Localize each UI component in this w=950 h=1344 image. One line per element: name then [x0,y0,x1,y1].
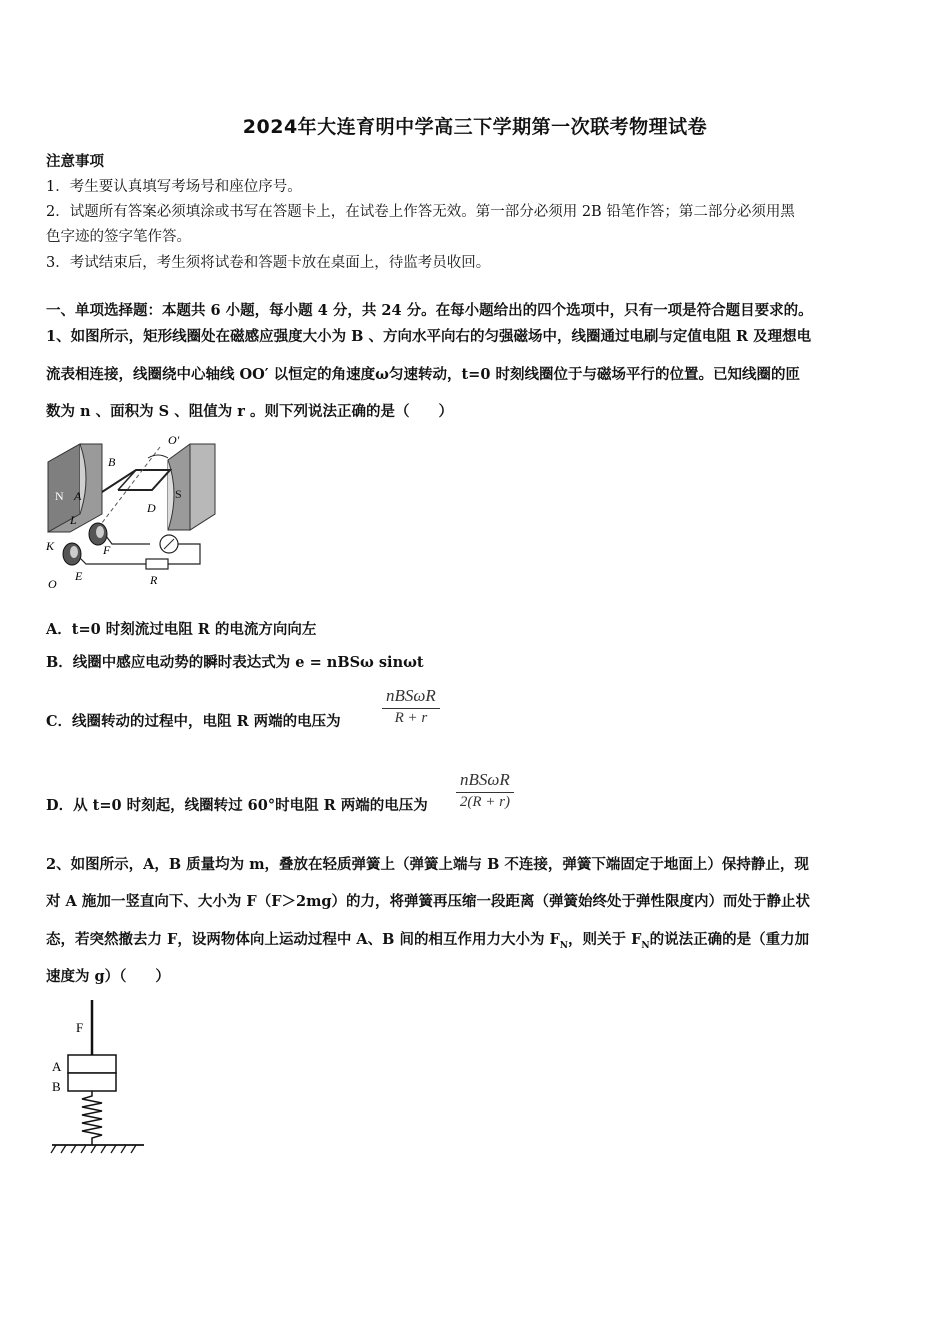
notice-heading: 注意事项 [46,153,104,170]
q1-label-o: O [48,577,57,591]
q1-label-a: A [74,489,82,503]
q2-stem-line-3 [46,930,906,956]
q1-formula-d-numerator: nBSωR [456,770,514,793]
q1-option-c: C．线圈转动的过程中，电阻 R 两端的电压为 [46,713,341,730]
q2-stem-line-3-part-1: 态，若突然撤去力 F，设两物体向上运动过程中 A、B 间的相互作用力大小为 F [46,931,560,948]
q2-stem-line-3-part-3: 的说法正确的是（重力加 [649,931,810,948]
q1-label-f: F [103,543,111,557]
q2-stem-line-2: 对 A 施加一竖直向下、大小为 F（F＞2mg）的力，将弹簧再压缩一段距离（弹簧始终处于弹性限度内）而处于静止状 [46,893,811,910]
q1-label-s: S [175,487,182,501]
q1-option-a: A．t=0 时刻流过电阻 R 的电流方向向左 [46,621,317,638]
q2-stem-line-4: 速度为 g）（ ） [46,968,170,985]
notice-item-3: 3．考试结束后，考生须将试卷和答题卡放在桌面上，待监考员收回。 [46,255,491,271]
q1-formula-d-denominator: 2(R + r) [459,794,510,810]
q1-formula-d [456,770,514,811]
q1-stem-line-1: 1、如图所示，矩形线圈处在磁感应强度大小为 B 、方向水平向右的匀强磁场中，线圈通过电刷与定值电阻 R 及理想电 [46,328,812,345]
notice-item-1: 1．考生要认真填写考场号和座位序号。 [46,179,302,195]
q1-label-o-prime: O′ [168,433,180,447]
q1-option-d: D．从 t=0 时刻起，线圈转过 60°时电阻 R 两端的电压为 [46,797,428,814]
q2-fn-subscript-2: N [641,940,650,951]
notice-item-2-cont: 色字迹的签字笔作答。 [46,229,191,245]
q2-stem-line-3-part-2: ，则关于 F [568,931,642,948]
q2-label-f: F [76,1020,84,1035]
q1-option-b: B．线圈中感应电动势的瞬时表达式为 e = nBSω sinωt [46,654,424,671]
q2-stem-line-1: 2、如图所示，A，B 质量均为 m，叠放在轻质弹簧上（弹簧上端与 B 不连接，弹簧下端固定于地面上）保持静止，现 [46,856,809,873]
q1-label-r: R [150,573,158,587]
q1-stem-line-3: 数为 n 、面积为 S 、阻值为 r 。则下列说法正确的是（ ） [46,403,453,420]
page-title: 2024年大连育明中学高三下学期第一次联考物理试卷 [242,116,708,138]
q1-label-e: E [75,569,83,583]
q2-fn-subscript-1: N [559,940,569,951]
section-heading: 一、单项选择题：本题共 6 小题，每小题 4 分，共 24 分。在每小题给出的四个选项中，只有一项是符合题目要求的。 [46,302,813,319]
q1-formula-c-denominator: R + r [394,710,428,726]
q2-label-b: B [52,1079,61,1094]
q1-label-k: K [46,539,55,553]
q1-label-b: B [108,455,116,469]
q2-spring-figure [44,1000,154,1160]
notice-item-2: 2．试题所有答案必须填涂或书写在答题卡上，在试卷上作答无效。第一部分必须用 2B 铅笔作答；第二部分必须用黑 [46,204,795,220]
q1-label-d: D [147,501,156,515]
q1-formula-c-numerator: nBSωR [382,686,440,709]
q1-label-l: L [70,513,77,527]
q1-formula-c [382,686,440,727]
q1-label-n: N [55,489,64,503]
q1-generator-figure [40,432,220,592]
q2-label-a: A [52,1059,62,1074]
q1-stem-line-2: 流表相连接，线圈绕中心轴线 OO′ 以恒定的角速度ω匀速转动，t=0 时刻线圈位于与磁场平行的位置。已知线圈的匝 [46,366,800,383]
